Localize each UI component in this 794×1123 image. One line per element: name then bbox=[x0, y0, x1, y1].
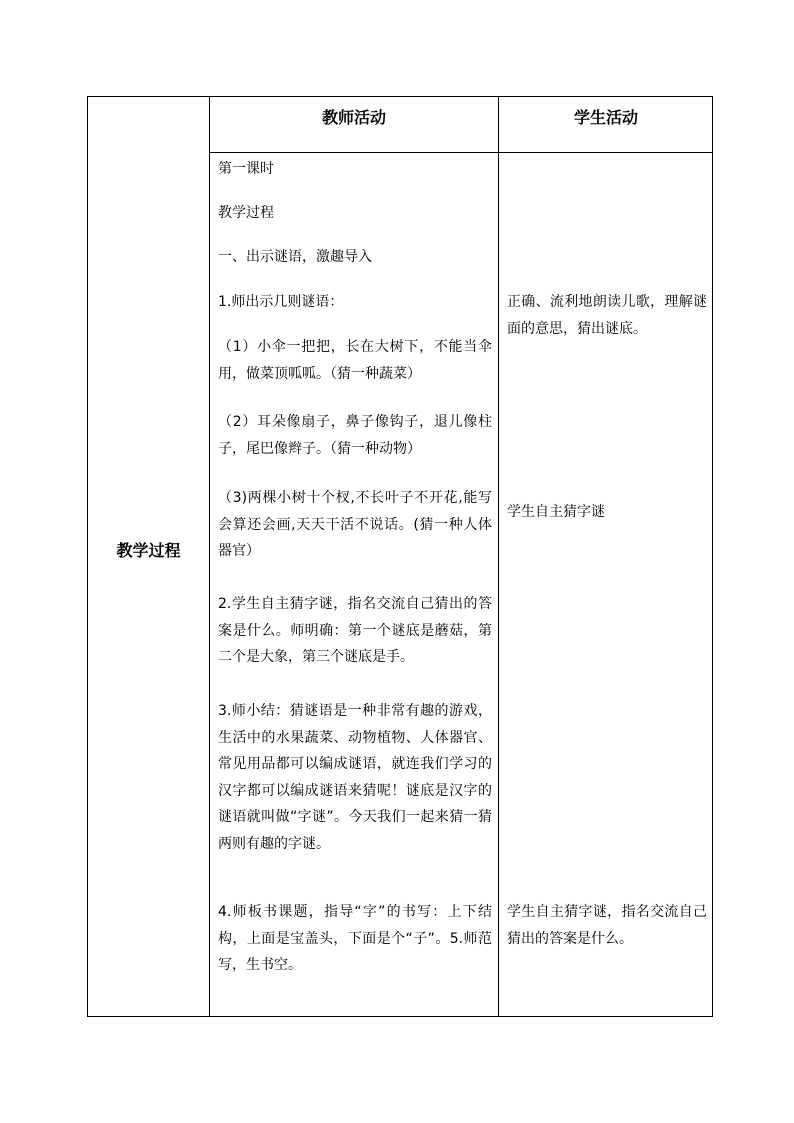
column-divider-left bbox=[209, 97, 210, 1016]
lesson-table bbox=[87, 96, 713, 1017]
header-teacher-activity: 教师活动 bbox=[321, 108, 386, 127]
teacher-paragraph-process: 教学过程 bbox=[218, 205, 274, 221]
teacher-paragraph-step-3: 3.师小结：猜谜语是一种非常有趣的游戏，生活中的水果蔬菜、动物植物、人体器官、常见用品都可以编成谜语，就连我们学习的汉字都可以编成谜语来猜呢！谜底是汉字的谜语就叫做“字谜”。今天我们一起来猜一猜两则有趣的字谜。 bbox=[218, 703, 492, 852]
header-student-activity: 学生活动 bbox=[573, 108, 638, 127]
header-divider bbox=[209, 152, 712, 153]
teacher-paragraph-section-1: 一、出示谜语，激趣导入 bbox=[218, 249, 372, 265]
teacher-paragraph-step-1: 1.师出示几则谜语： bbox=[218, 294, 344, 310]
student-paragraph-2: 学生自主猜字谜 bbox=[507, 504, 605, 520]
teacher-paragraph-riddle-2: （2）耳朵像扇子，鼻子像钩子，退儿像柱子，尾巴像辫子。（猜一种动物） bbox=[218, 414, 492, 457]
teacher-paragraph-step-2: 2.学生自主猜字谜，指名交流自己猜出的答案是什么。师明确：第一个谜底是蘑菇，第二个是大象，第三个谜底是手。 bbox=[218, 596, 492, 665]
teacher-paragraph-step-4: 4.师板书课题，指导“字”的书写：上下结构，上面是宝盖头，下面是个“子”。5.师范写，生书空。 bbox=[218, 904, 492, 973]
student-paragraph-3: 学生自主猜字谜，指名交流自己猜出的答案是什么。 bbox=[507, 904, 707, 947]
column-divider-right bbox=[498, 97, 499, 1016]
teacher-paragraph-riddle-1: （1）小伞一把把，长在大树下，不能当伞用，做菜顶呱呱。（猜一种蔬菜） bbox=[218, 339, 492, 382]
teacher-paragraph-lesson: 第一课时 bbox=[218, 161, 274, 177]
teacher-paragraph-riddle-3: （3)两棵小树十个杈,不长叶子不开花,能写会算还会画,天天干活不说话。(猜一种人体器官） bbox=[218, 490, 492, 559]
student-paragraph-1: 正确、流利地朗读儿歌，理解谜面的意思，猜出谜底。 bbox=[507, 294, 707, 337]
row-header-teaching-process: 教学过程 bbox=[116, 541, 181, 560]
